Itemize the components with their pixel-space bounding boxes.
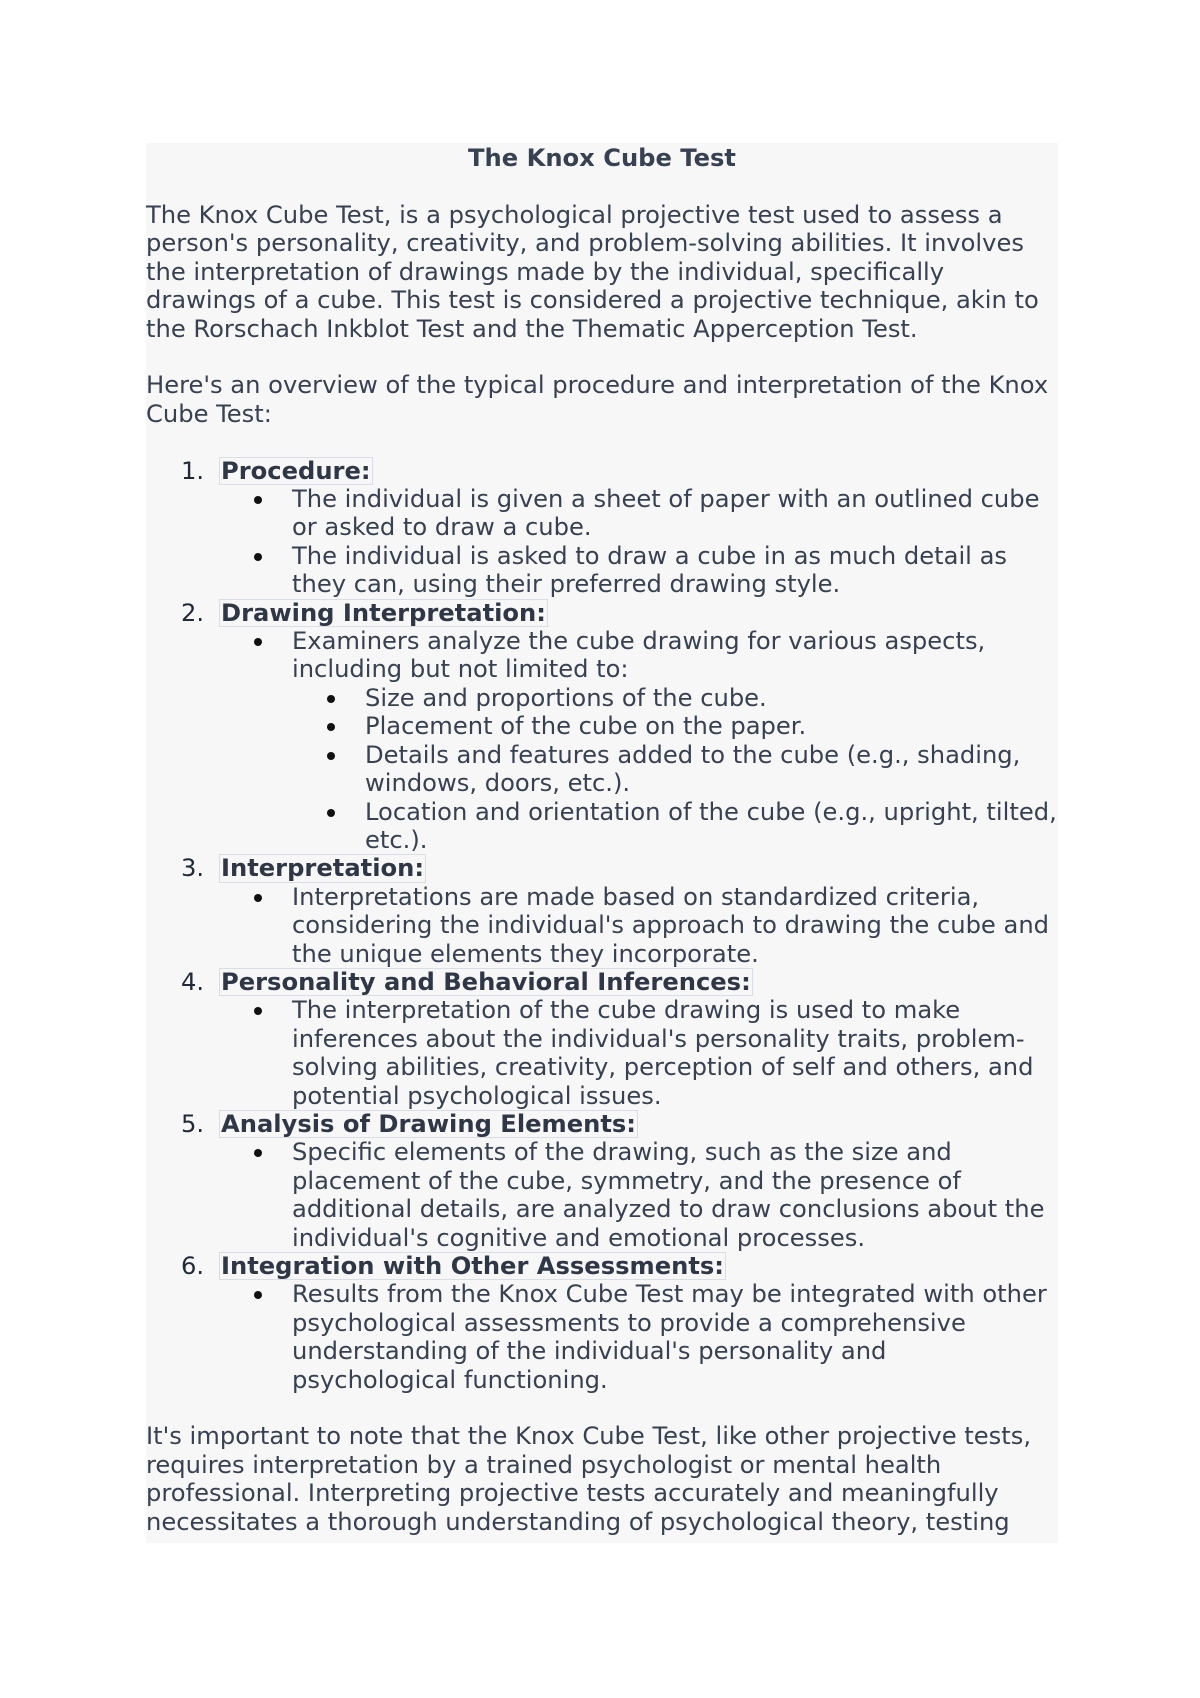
step-interpretation bbox=[219, 854, 1058, 968]
step-integration bbox=[219, 1252, 1058, 1394]
step-bullets bbox=[219, 1280, 1058, 1394]
step-bullets bbox=[219, 996, 1058, 1110]
sub-bullet-item: Placement of the cube on the paper. bbox=[365, 712, 1058, 740]
bullet-item: The individual is asked to draw a cube in as much detail as they can, using their preferred drawing style. bbox=[292, 542, 1058, 599]
intro-paragraph: The Knox Cube Test, is a psychological projective test used to assess a person's personality, creativity, and problem-solving abilities. It involves the interpretation of drawings made by the individual, specifically drawings of a cube. This test is considered a projective technique, akin to the Rorschach Inkblot Test and the Thematic Apperception Test. bbox=[146, 201, 1039, 343]
bullet-item: The individual is given a sheet of paper with an outlined cube or asked to draw a cube. bbox=[292, 485, 1058, 542]
bullet-item bbox=[292, 627, 1058, 854]
step-bullets bbox=[219, 1138, 1058, 1252]
step-heading: Procedure: bbox=[221, 456, 371, 485]
document-title: The Knox Cube Test bbox=[468, 144, 736, 172]
step-heading: Interpretation: bbox=[221, 854, 425, 883]
step-procedure bbox=[219, 457, 1058, 599]
bullet-text: Examiners analyze the cube drawing for various aspects, including but not limited to: bbox=[292, 627, 986, 684]
document-page bbox=[146, 143, 1058, 1543]
procedure-steps-list bbox=[146, 457, 1058, 1394]
step-personality-inferences bbox=[219, 968, 1058, 1110]
step-drawing-interpretation bbox=[219, 599, 1058, 855]
step-bullets bbox=[219, 485, 1058, 599]
bullet-item: The interpretation of the cube drawing is used to make inferences about the individual's personality traits, problem-solving abilities, creativity, perception of self and others, and potential psychological issues. bbox=[292, 996, 1058, 1110]
sub-bullet-item: Details and features added to the cube (e.g., shading, windows, doors, etc.). bbox=[365, 741, 1058, 798]
bullet-item: Specific elements of the drawing, such as the size and placement of the cube, symmetry, and the presence of additional details, are analyzed to draw conclusions about the individual's cognitive and emotional processes. bbox=[292, 1138, 1058, 1252]
step-analysis-drawing-elements bbox=[219, 1110, 1058, 1252]
overview-paragraph: Here's an overview of the typical procedure and interpretation of the Knox Cube Test: bbox=[146, 371, 1049, 428]
step-heading: Integration with Other Assessments: bbox=[221, 1252, 724, 1280]
step-bullets bbox=[219, 883, 1058, 968]
step-heading: Analysis of Drawing Elements: bbox=[221, 1109, 636, 1138]
step-bullets bbox=[219, 627, 1058, 854]
conclusion-paragraph: It's important to note that the Knox Cube Test, like other projective tests, requires interpretation by a trained psychologist or mental health professional. Interpreting projective tests accurately and meaningfully necessitates a thorough understanding of psychological theory, testing bbox=[146, 1422, 1032, 1536]
bullet-item: Results from the Knox Cube Test may be integrated with other psychological assessments to provide a comprehensive understanding of the individual's personality and psychological functioning. bbox=[292, 1280, 1058, 1394]
sub-bullets bbox=[292, 684, 1058, 854]
sub-bullet-item: Location and orientation of the cube (e.g., upright, tilted, etc.). bbox=[365, 797, 1057, 854]
sub-bullet-item: Size and proportions of the cube. bbox=[365, 684, 1058, 712]
step-heading: Drawing Interpretation: bbox=[221, 598, 546, 627]
step-heading: Personality and Behavioral Inferences: bbox=[221, 967, 751, 996]
bullet-item: Interpretations are made based on standardized criteria, considering the individual's approach to drawing the cube and the unique elements they incorporate. bbox=[292, 883, 1058, 968]
